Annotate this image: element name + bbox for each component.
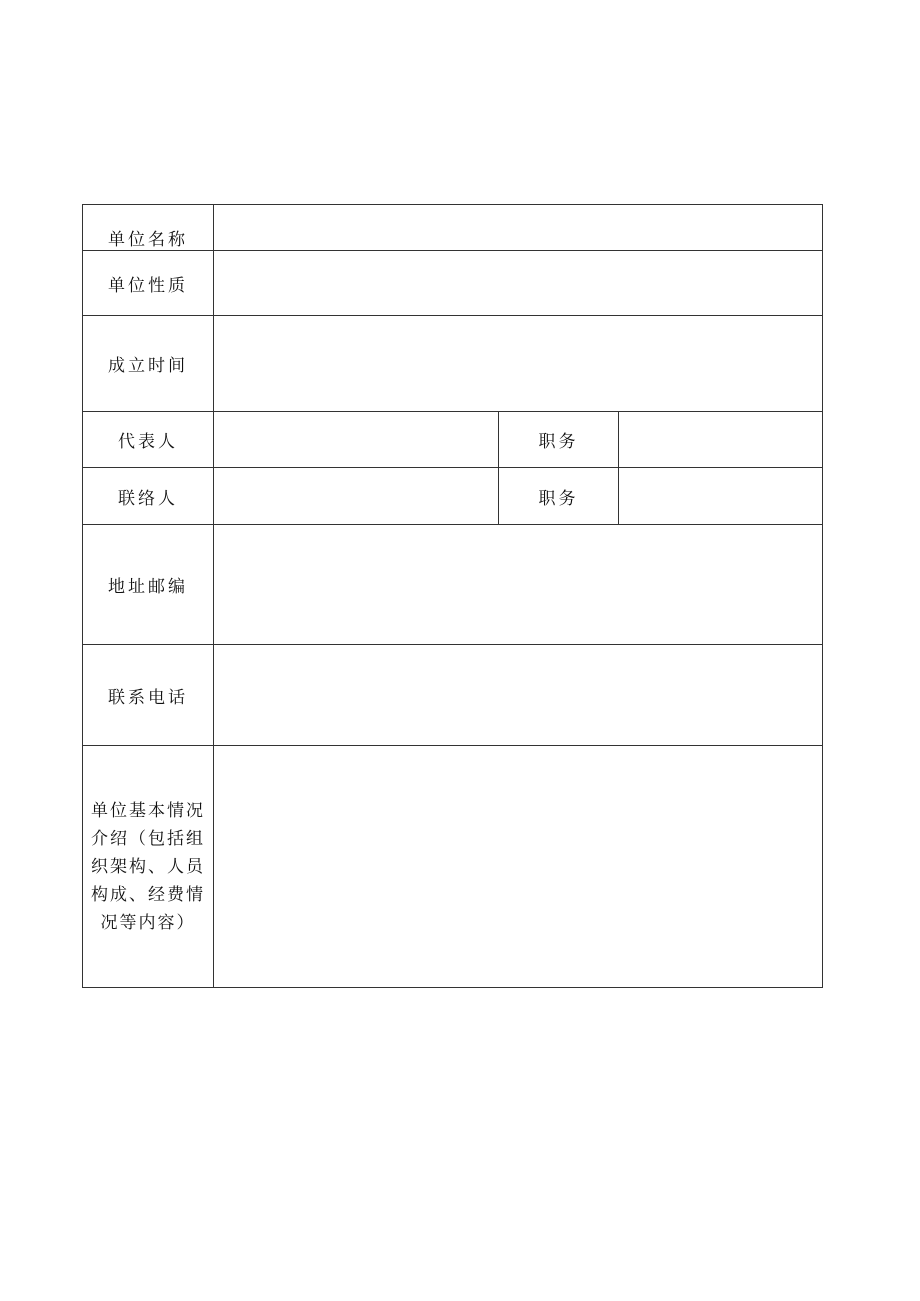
- unit-nature-field[interactable]: [214, 251, 823, 316]
- intro-label-line: 况等内容）: [100, 912, 196, 933]
- contact-position-field[interactable]: [619, 468, 823, 525]
- row-intro: [83, 746, 823, 988]
- address-label: 地址邮编: [83, 525, 214, 645]
- unit-nature-label: 单位性质: [83, 251, 214, 316]
- intro-label-line: 介绍（包括组: [91, 828, 205, 849]
- representative-position-label: 职务: [499, 412, 619, 468]
- founded-label: 成立时间: [83, 316, 214, 412]
- intro-label-line: 构成、经费情: [91, 884, 205, 905]
- intro-label-line: 织架构、人员: [91, 856, 205, 877]
- phone-label: 联系电话: [83, 645, 214, 746]
- representative-position-field[interactable]: [619, 412, 823, 468]
- unit-name-label: 单位名称: [83, 205, 214, 251]
- unit-name-field[interactable]: [214, 205, 823, 251]
- contact-field[interactable]: [214, 468, 499, 525]
- row-phone: [83, 645, 823, 746]
- row-unit-nature: [83, 251, 823, 316]
- founded-field[interactable]: [214, 316, 823, 412]
- representative-field[interactable]: [214, 412, 499, 468]
- contact-label: 联络人: [83, 468, 214, 525]
- contact-position-label: 职务: [499, 468, 619, 525]
- intro-label-line: 单位基本情况: [91, 800, 205, 821]
- row-representative: [83, 412, 823, 468]
- phone-field[interactable]: [214, 645, 823, 746]
- intro-field[interactable]: [214, 746, 823, 988]
- representative-label: 代表人: [83, 412, 214, 468]
- registration-form-table: [82, 204, 823, 988]
- row-founded: [83, 316, 823, 412]
- intro-label: [83, 746, 214, 988]
- address-field[interactable]: [214, 525, 823, 645]
- row-address: [83, 525, 823, 645]
- row-unit-name: [83, 205, 823, 251]
- row-contact: [83, 468, 823, 525]
